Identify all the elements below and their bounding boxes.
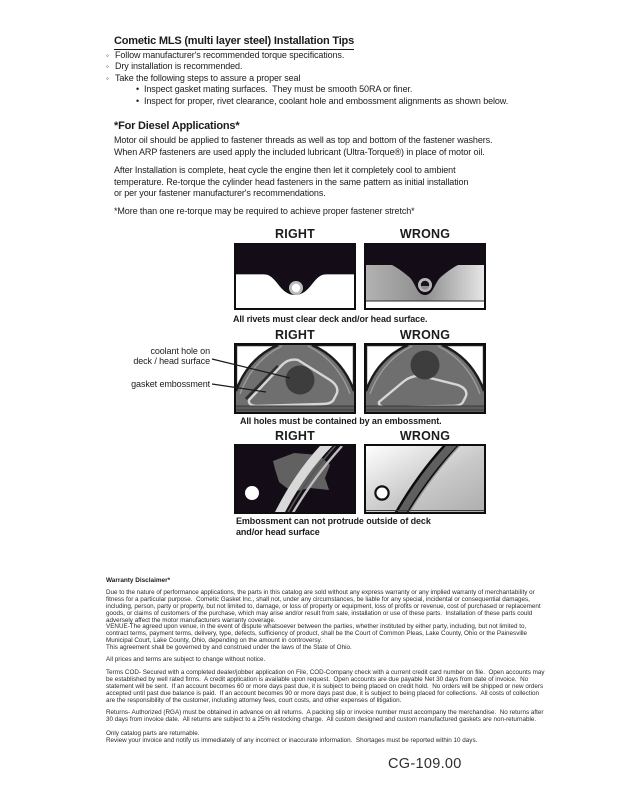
paragraph-line: Due to the nature of performance applications, the parts in this catalog are sold without any express warranty or any implied warranty of merchantability or xyxy=(106,589,535,596)
bullet-icon: • xyxy=(136,84,140,95)
paragraph-line: adversely affect the motor manufacturers warranty coverage. xyxy=(106,617,276,624)
embossment-wrong-diagram xyxy=(364,444,486,514)
list-item xyxy=(106,50,508,61)
paragraph-line: contract terms, payment terms, delivery, type, defects, sufficiency of product, shall be the Court of Common Pleas, Lake County, Ohio or the Painesville xyxy=(106,630,528,637)
diesel-heading: *For Diesel Applications* xyxy=(114,120,240,132)
embossment-caption xyxy=(236,516,431,537)
bullet-icon: ◦ xyxy=(106,51,109,60)
disclaimer-paragraph-1 xyxy=(106,589,541,624)
paragraph-line: VENUE-The agreed upon venue, in the event of dispute whatsoever between the parties, whether instituted by either party, including, but not limited to, xyxy=(106,623,527,630)
paragraph-line: After Installation is complete, heat cycle the engine then let it completely cool to ambient xyxy=(114,165,456,175)
wrong-label: WRONG xyxy=(399,227,451,241)
list-item-text: Take the following steps to assure a proper seal xyxy=(115,72,301,83)
list-item xyxy=(106,73,508,84)
paragraph-line: Municipal Court, Lake County, Ohio, depending on the amount in controversy. xyxy=(106,637,323,644)
paragraph-line: Terms COD- Secured with a completed dealer/jobber application on File, COD-Company check with a current credit card number on file. Open accounts may xyxy=(106,669,545,676)
embossment-protruding-image xyxy=(366,446,484,512)
rivet-wrong-diagram xyxy=(364,243,486,310)
retorque-note: *More than one re-torque may be required to achieve proper fastener stretch* xyxy=(114,206,415,216)
diesel-paragraph-2 xyxy=(114,165,468,200)
holes-caption: All holes must be contained by an embossment. xyxy=(240,416,442,426)
paragraph-line: 30 days from invoice date. All returns are subject to a 25% restocking charge. All custom designed and custom manufactured gaskets are non-returnable. xyxy=(106,716,537,723)
hole-outside-embossment-image xyxy=(366,345,484,412)
right-label: RIGHT xyxy=(275,429,315,443)
leader-lines xyxy=(205,350,305,400)
wrong-label: WRONG xyxy=(399,328,451,342)
caption-line: Embossment can not protrude outside of deck xyxy=(236,516,431,526)
right-label: RIGHT xyxy=(275,328,315,342)
rivet-caption: All rivets must clear deck and/or head surface. xyxy=(233,314,428,324)
list-item xyxy=(136,84,508,95)
coolant-hole-label xyxy=(108,346,210,366)
embossment-right-diagram xyxy=(234,444,356,514)
prices-terms-line: All prices and terms are subject to change without notice. xyxy=(106,656,266,663)
terms-cod-paragraph xyxy=(106,669,545,704)
list-item-text: Dry installation is recommended. xyxy=(115,61,243,72)
list-item xyxy=(106,61,508,72)
catalog-returns-paragraph xyxy=(106,730,477,744)
bullet-icon: ◦ xyxy=(106,62,109,72)
paragraph-line: goods, or claims of customers of the purchase, which may arise and/or result from sale, installation or use of these parts. Installation of these parts could xyxy=(106,610,533,617)
paragraph-line: Returns- Authorized (RGA) must be obtained in advance on all returns. A packing slip or invoice number must accompany the merchandise. No returns after xyxy=(106,709,544,716)
gasket-embossment-label: gasket embossment xyxy=(131,379,210,389)
rivet-clear-deck-image xyxy=(236,245,354,308)
wrong-label: WRONG xyxy=(399,429,451,443)
paragraph-line: Motor oil should be applied to fastener threads as well as top and bottom of the fastener washers. xyxy=(114,135,493,145)
paragraph-line: This agreement shall be governed by and construed under the laws of the State of Ohio. xyxy=(106,644,352,651)
embossment-inside-deck-image xyxy=(236,446,354,512)
paragraph-line: statement will be sent. If an account becomes 60 or more days past due, it is subject to being placed on credit hold. No orders will be shipped or new orders xyxy=(106,683,544,690)
rivet-touching-deck-image xyxy=(366,245,484,308)
paragraph-line: or per your fastener manufacturer's recommendations. xyxy=(114,188,326,199)
paragraph-line: be established by well rated firms. A credit application is available upon request. Open accounts are due payable Net 30 days from date of invoice. No xyxy=(106,676,529,683)
rivet-right-diagram xyxy=(234,243,356,310)
list-item xyxy=(136,96,508,107)
venue-paragraph xyxy=(106,623,527,651)
page-title: Cometic MLS (multi layer steel) Installation Tips xyxy=(114,35,354,50)
warranty-disclaimer-heading: Warranty Disclaimer* xyxy=(106,577,171,584)
page-code: CG-109.00 xyxy=(388,756,462,772)
right-label: RIGHT xyxy=(275,227,315,241)
list-item-text: Inspect for proper, rivet clearance, coolant hole and embossment alignments as shown below. xyxy=(144,95,509,106)
bullet-icon: • xyxy=(136,95,140,106)
list-item-text: Follow manufacturer's recommended torque specifications. xyxy=(115,50,345,60)
paragraph-line: fitness for a particular purpose. Cometic Gasket Inc., shall not, under any circumstances, be liable for any special, incidental or consequential damages, xyxy=(106,596,530,603)
bullet-icon: ◦ xyxy=(106,73,109,83)
holes-wrong-diagram xyxy=(364,343,486,414)
paragraph-line: accepted until past due balance is paid. If an account becomes 90 or more days past due, it is subject to being placed for collections. All costs of collection xyxy=(106,690,539,697)
list-item-text: Inspect gasket mating surfaces. They must be smooth 50RA or finer. xyxy=(144,84,413,95)
caption-line: and/or head surface xyxy=(236,526,320,537)
paragraph-line: are the responsibility of the customer, including attorney fees, court costs, and other expenses of litigation. xyxy=(106,697,402,704)
paragraph-line: including, person, party or property, but not limited to, damage, or loss of property or equipment, loss of profits or revenue, cost of purchased or replacement xyxy=(106,603,541,610)
label-line: coolant hole on xyxy=(150,346,210,356)
paragraph-line: Only catalog parts are returnable. xyxy=(106,730,200,737)
paragraph-line: When ARP fasteners are used apply the included lubricant (Ultra-Torque®) in place of motor oil. xyxy=(114,146,485,157)
diesel-paragraph-1 xyxy=(114,135,492,158)
label-line: deck / head surface xyxy=(133,356,210,366)
paragraph-line: Review your invoice and notify us immediately of any incorrect or inaccurate information. Shortages must be reported within 10 days. xyxy=(106,737,478,744)
tips-list xyxy=(106,50,508,107)
returns-paragraph xyxy=(106,709,544,723)
paragraph-line: temperature. Re-torque the cylinder head fasteners in the same pattern as initial installation xyxy=(114,176,469,187)
